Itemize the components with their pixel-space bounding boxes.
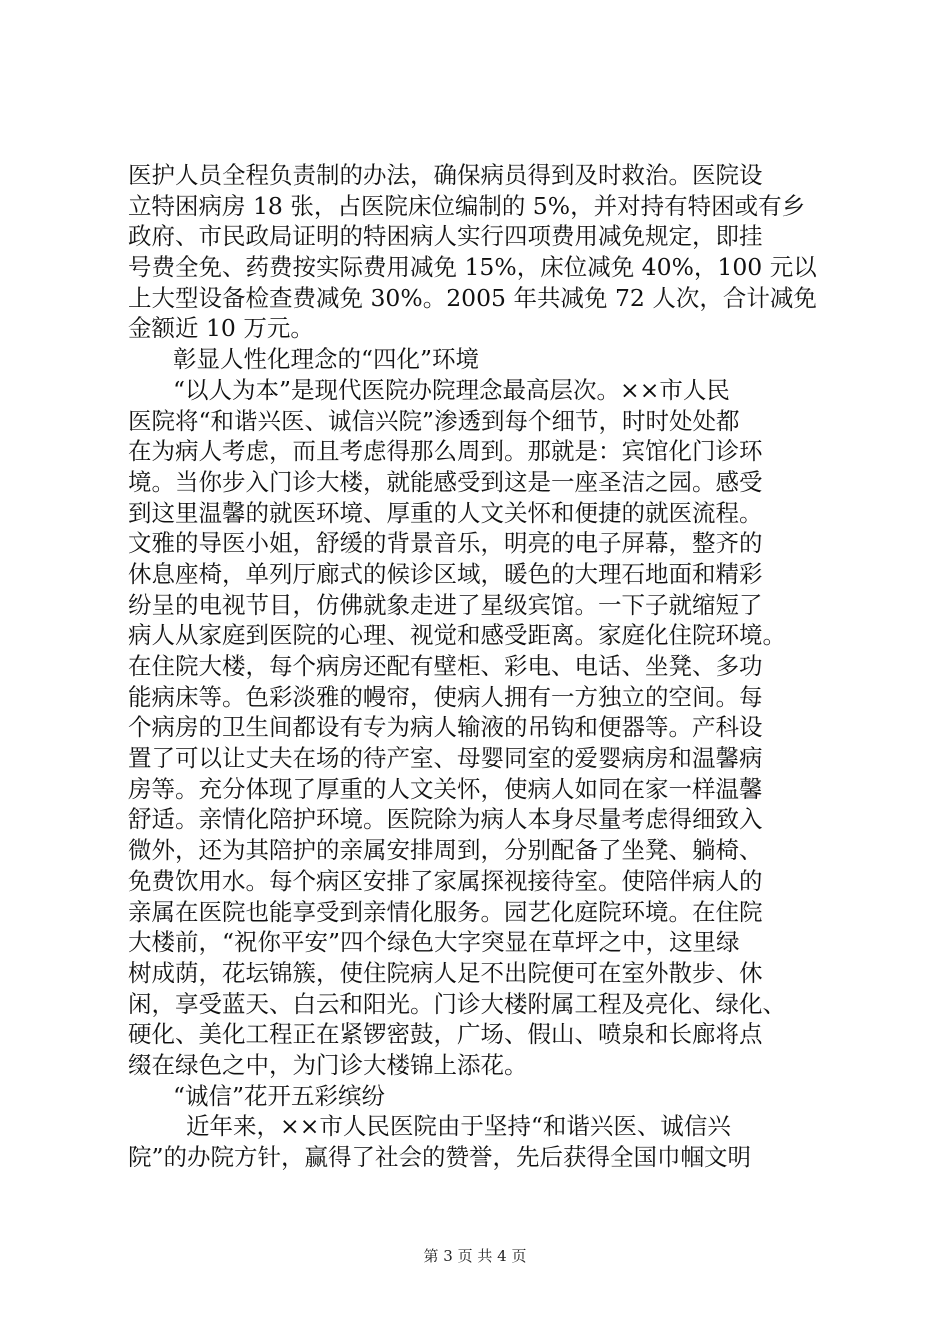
- text-line: 病人从家庭到医院的心理、视觉和感受距离。家庭化住院环境。: [128, 621, 786, 650]
- page-number-footer: 第 3 页 共 4 页: [423, 1247, 527, 1265]
- text-line: 境。当你步入门诊大楼，就能感受到这是一座圣洁之园。感受: [128, 467, 763, 496]
- text-line: 树成荫，花坛锦簇，使住院病人足不出院便可在室外散步、休: [128, 958, 763, 987]
- paragraph-start: “以人为本”是现代医院办院理念最高层次。××市人民: [173, 375, 730, 404]
- text-line: 个病房的卫生间都设有专为病人输液的吊钩和便器等。产科设: [128, 713, 763, 742]
- text-line: 缀在绿色之中，为门诊大楼锦上添花。: [128, 1050, 528, 1079]
- text-line: 立特困病房 18 张，占医院床位编制的 5%，并对持有特困或有乡: [128, 191, 806, 220]
- text-line: 纷呈的电视节目，仿佛就象走进了星级宾馆。一下子就缩短了: [128, 590, 763, 619]
- text-line: 在为病人考虑，而且考虑得那么周到。那就是：宾馆化门诊环: [128, 437, 763, 466]
- text-line: 房等。充分体现了厚重的人文关怀，使病人如同在家一样温馨: [128, 774, 763, 803]
- text-line: 闲，享受蓝天、白云和阳光。门诊大楼附属工程及亮化、绿化、: [128, 989, 786, 1018]
- text-line: 硬化、美化工程正在紧锣密鼓，广场、假山、喷泉和长廊将点: [128, 1020, 763, 1049]
- text-line: 亲属在医院也能享受到亲情化服务。园艺化庭院环境。在住院: [128, 897, 763, 926]
- text-line: 微外，还为其陪护的亲属安排周到，分别配备了坐凳、躺椅、: [128, 836, 763, 865]
- body-text: [128, 160, 853, 1173]
- text-line: 政府、市民政局证明的特困病人实行四项费用减免规定，即挂: [128, 222, 763, 251]
- section-heading: 彰显人性化理念的“四化”环境: [173, 345, 480, 374]
- section-heading: “诚信”花开五彩缤纷: [173, 1081, 386, 1110]
- text-line: 医护人员全程负责制的办法，确保病员得到及时救治。医院设: [128, 161, 763, 189]
- paragraph-start: 近年来，××市人民医院由于坚持“和谐兴医、诚信兴: [186, 1112, 731, 1141]
- text-line: 文雅的导医小姐，舒缓的背景音乐，明亮的电子屏幕，整齐的: [128, 529, 763, 558]
- text-line: 院”的办院方针，赢得了社会的赞誉，先后获得全国巾帼文明: [128, 1143, 752, 1171]
- text-line: 免费饮用水。每个病区安排了家属探视接待室。使陪伴病人的: [128, 866, 763, 895]
- text-line: 医院将“和谐兴医、诚信兴院”渗透到每个细节，时时处处都: [128, 406, 740, 435]
- text-line: 能病床等。色彩淡雅的幔帘，使病人拥有一方独立的空间。每: [128, 682, 763, 711]
- text-line: 上大型设备检查费减免 30%。2005 年共减免 72 人次，合计减免: [128, 283, 817, 312]
- text-line: 金额近 10 万元。: [128, 314, 314, 343]
- text-line: 置了可以让丈夫在场的待产室、母婴同室的爱婴病房和温馨病: [128, 744, 763, 773]
- text-line: 大楼前，“祝你平安”四个绿色大字突显在草坪之中，这里绿: [128, 928, 740, 957]
- text-line: 号费全免、药费按实际费用减免 15%，床位减免 40%，100 元以: [128, 253, 817, 282]
- text-line: 休息座椅，单列厅廊式的候诊区域，暖色的大理石地面和精彩: [128, 559, 763, 588]
- text-line: 到这里温馨的就医环境、厚重的人文关怀和便捷的就医流程。: [128, 498, 763, 527]
- text-line: 在住院大楼，每个病房还配有壁柜、彩电、电话、坐凳、多功: [128, 652, 763, 680]
- text-line: 舒适。亲情化陪护环境。医院除为病人本身尽量考虑得细致入: [128, 805, 763, 834]
